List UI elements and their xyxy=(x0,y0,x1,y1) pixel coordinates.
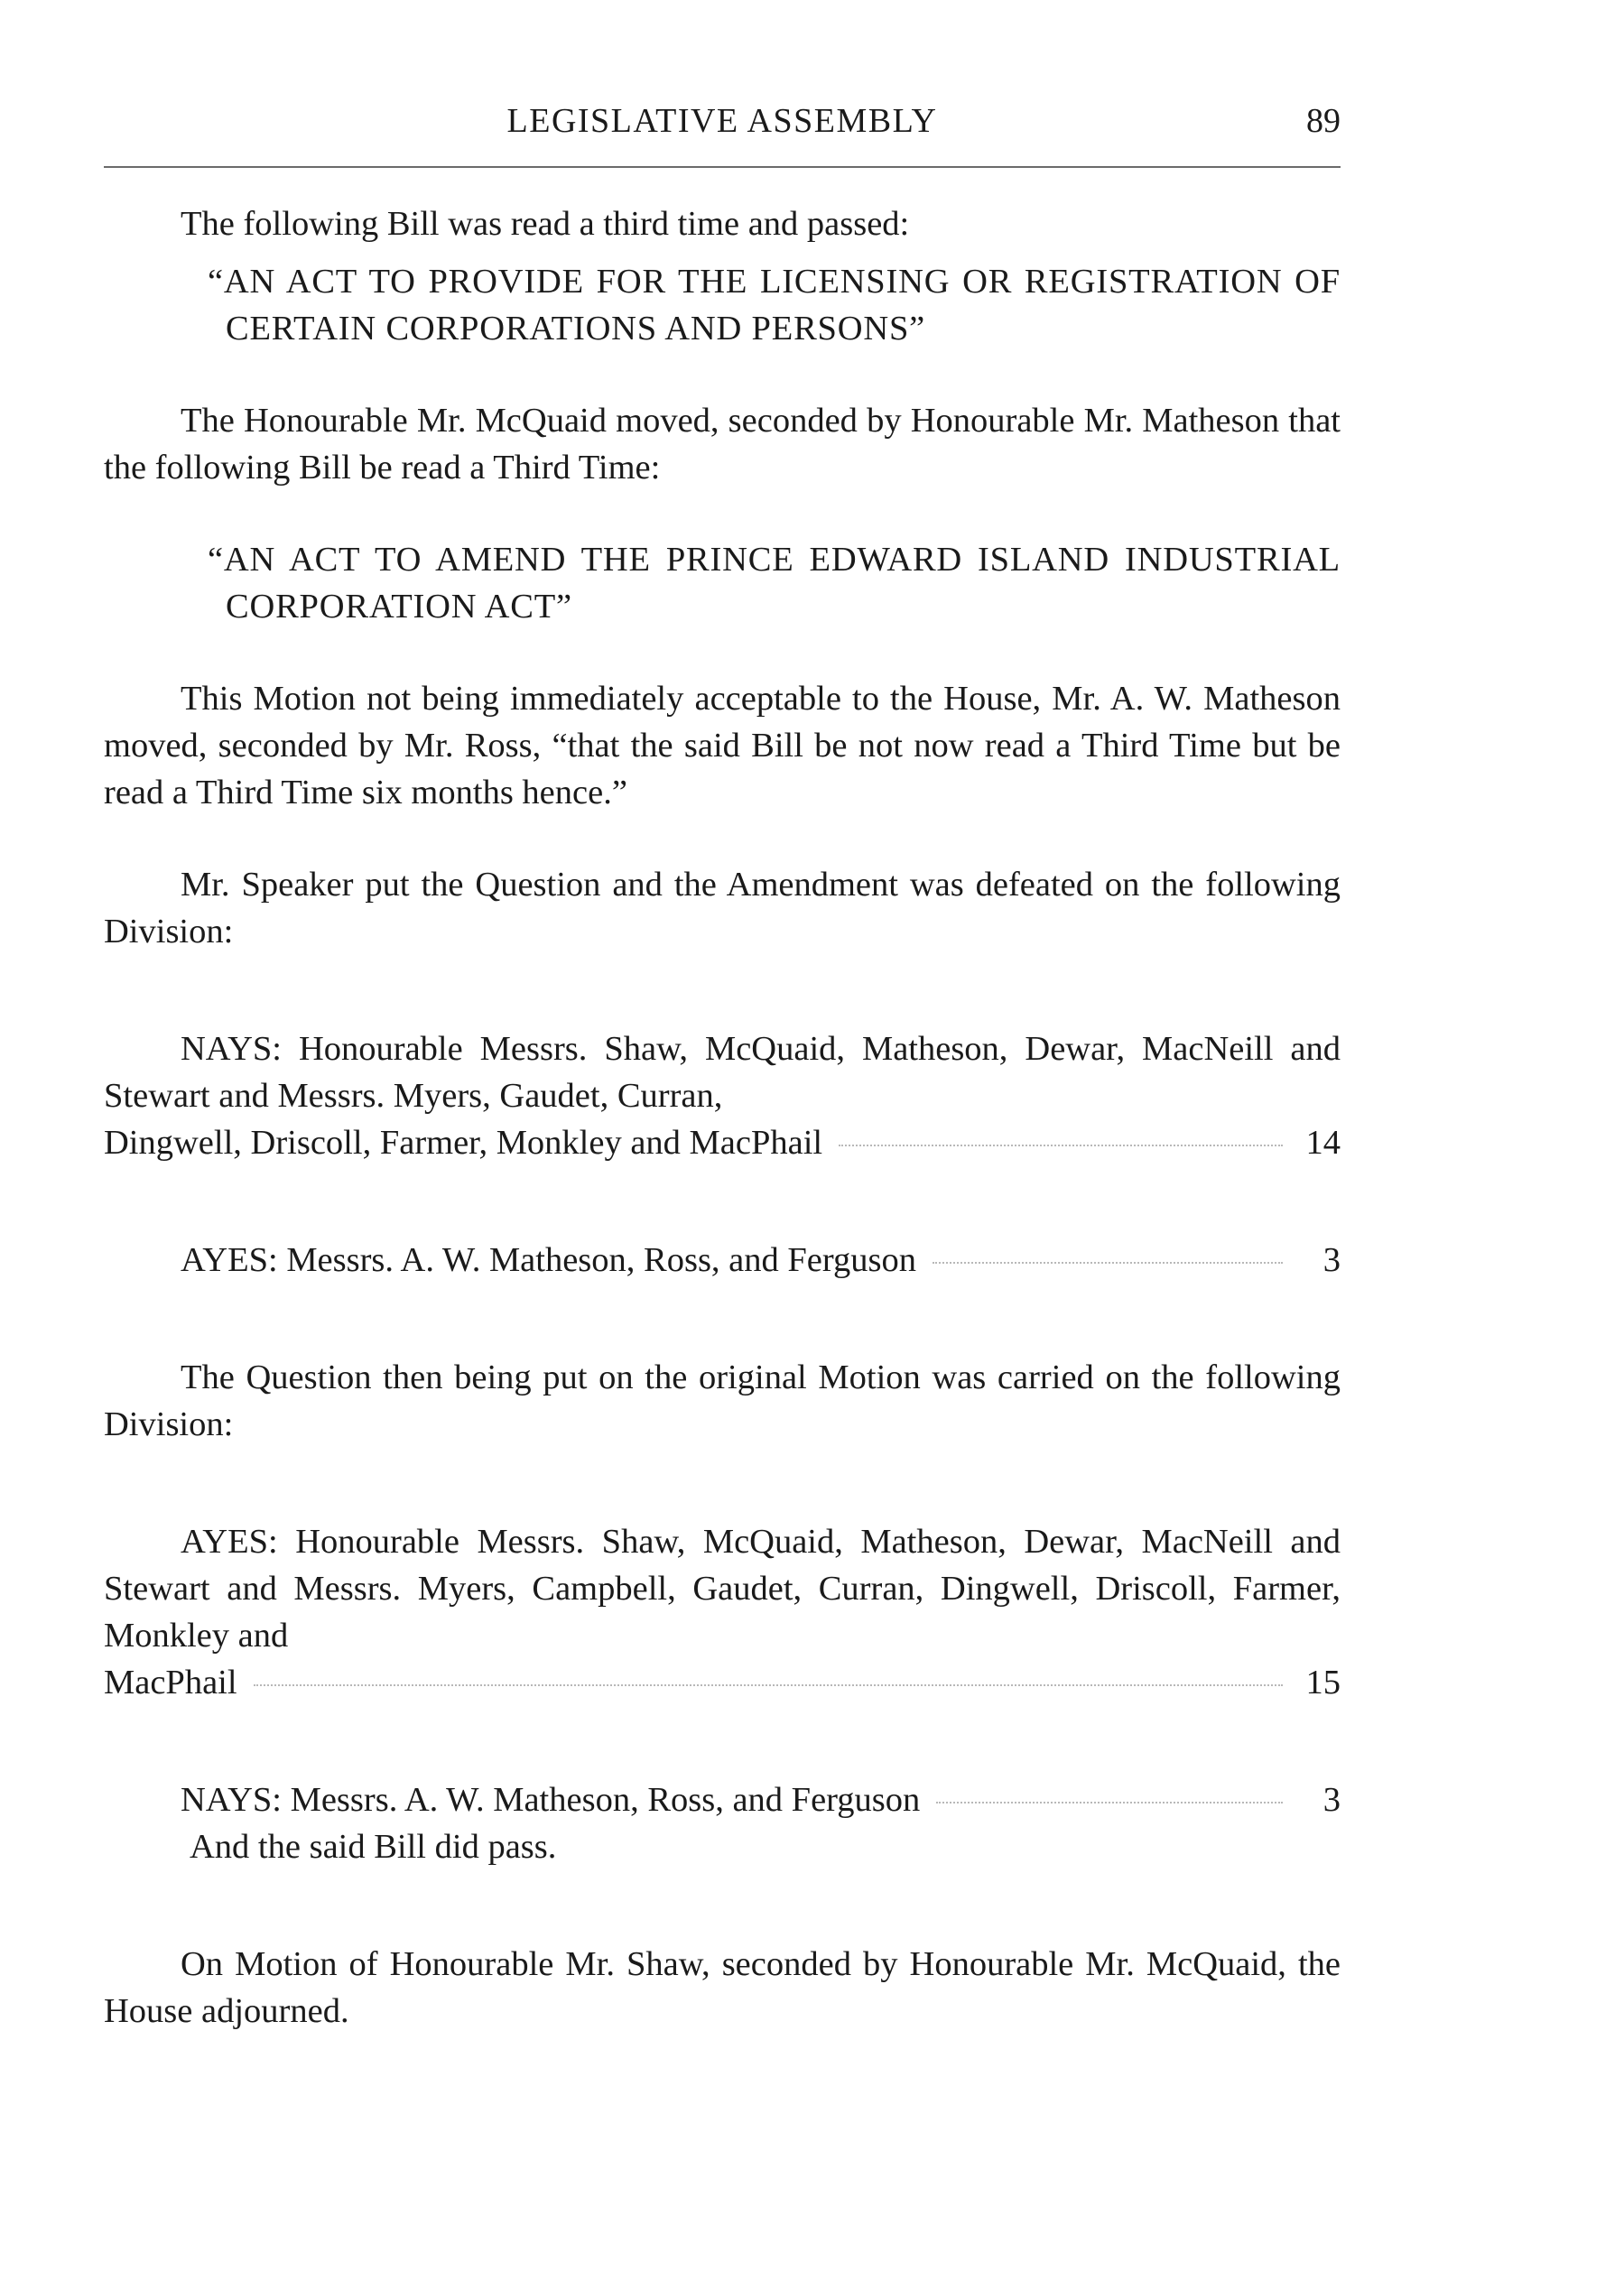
bill-title-industrial-corporation: “AN ACT TO AMEND THE PRINCE EDWARD ISLAND INDUSTRIAL CORPORATION ACT” xyxy=(208,541,1341,626)
paragraph-amendment-motion: This Motion not being immediately acceptable to the House, Mr. A. W. Matheson moved, seconded by Mr. Ross, “that the said Bill be not now read a Third Time but be read a Third Time six months hence.” xyxy=(104,680,1341,811)
paragraph-motion-third-reading: The Honourable Mr. McQuaid moved, seconded by Honourable Mr. Matheson that the following Bill be read a Third Time: xyxy=(104,402,1341,487)
division2-ayes-total-line xyxy=(104,1659,1341,1706)
paragraph-original-motion-carried: The Question then being put on the original Motion was carried on the following Division: xyxy=(104,1358,1341,1443)
dot-leader xyxy=(254,1684,1283,1686)
page-header xyxy=(104,101,1341,155)
header-rule xyxy=(104,166,1341,168)
dot-leader xyxy=(933,1262,1283,1264)
paragraph-bill-passed: The following Bill was read a third time and passed: xyxy=(181,205,910,243)
division2-ayes-count: 15 xyxy=(1305,1664,1341,1701)
division-amendment xyxy=(104,1025,1341,1284)
running-head: LEGISLATIVE ASSEMBLY xyxy=(506,102,938,140)
paragraph-amendment-defeated: Mr. Speaker put the Question and the Amendment was defeated on the following Division: xyxy=(104,866,1341,950)
division2-nays-count: 3 xyxy=(1322,1781,1341,1819)
division2-nays-names: NAYS: Messrs. A. W. Matheson, Ross, and Ferguson xyxy=(181,1781,921,1819)
bill-title-licensing: “AN ACT TO PROVIDE FOR THE LICENSING OR REGISTRATION OF CERTAIN CORPORATIONS AND PERSONS” xyxy=(208,263,1341,348)
body-text xyxy=(104,200,1341,2035)
division-ayes-count: 3 xyxy=(1322,1241,1341,1279)
division-nays-total-line xyxy=(104,1119,1341,1166)
division-nays-last-names: Dingwell, Driscoll, Farmer, Monkley and MacPhail xyxy=(104,1124,823,1162)
bill-passed-result: And the said Bill did pass. xyxy=(190,1828,557,1866)
page-number: 89 xyxy=(1306,102,1341,140)
division-original-motion xyxy=(104,1518,1341,1870)
division-nays-names: NAYS: Honourable Messrs. Shaw, McQuaid, Matheson, Dewar, MacNeill and Stewart and Messrs. Myers, Gaudet, Curran, xyxy=(104,1030,1341,1115)
dot-leader xyxy=(936,1802,1283,1803)
division-nays-count: 14 xyxy=(1305,1124,1341,1162)
division2-nays-line xyxy=(104,1776,1341,1823)
division2-ayes-names: AYES: Honourable Messrs. Shaw, McQuaid, Matheson, Dewar, MacNeill and Stewart and Messrs. Myers, Campbell, Gaudet, Curran, Dingwell, Driscoll, Farmer, Monkley and xyxy=(104,1523,1341,1655)
dot-leader xyxy=(839,1145,1283,1146)
division2-ayes-last-names: MacPhail xyxy=(104,1664,237,1701)
division-ayes-line xyxy=(104,1237,1341,1284)
division-ayes-names: AYES: Messrs. A. W. Matheson, Ross, and Ferguson xyxy=(181,1241,917,1279)
paragraph-house-adjourned: On Motion of Honourable Mr. Shaw, seconded by Honourable Mr. McQuaid, the House adjourned. xyxy=(104,1945,1341,2030)
